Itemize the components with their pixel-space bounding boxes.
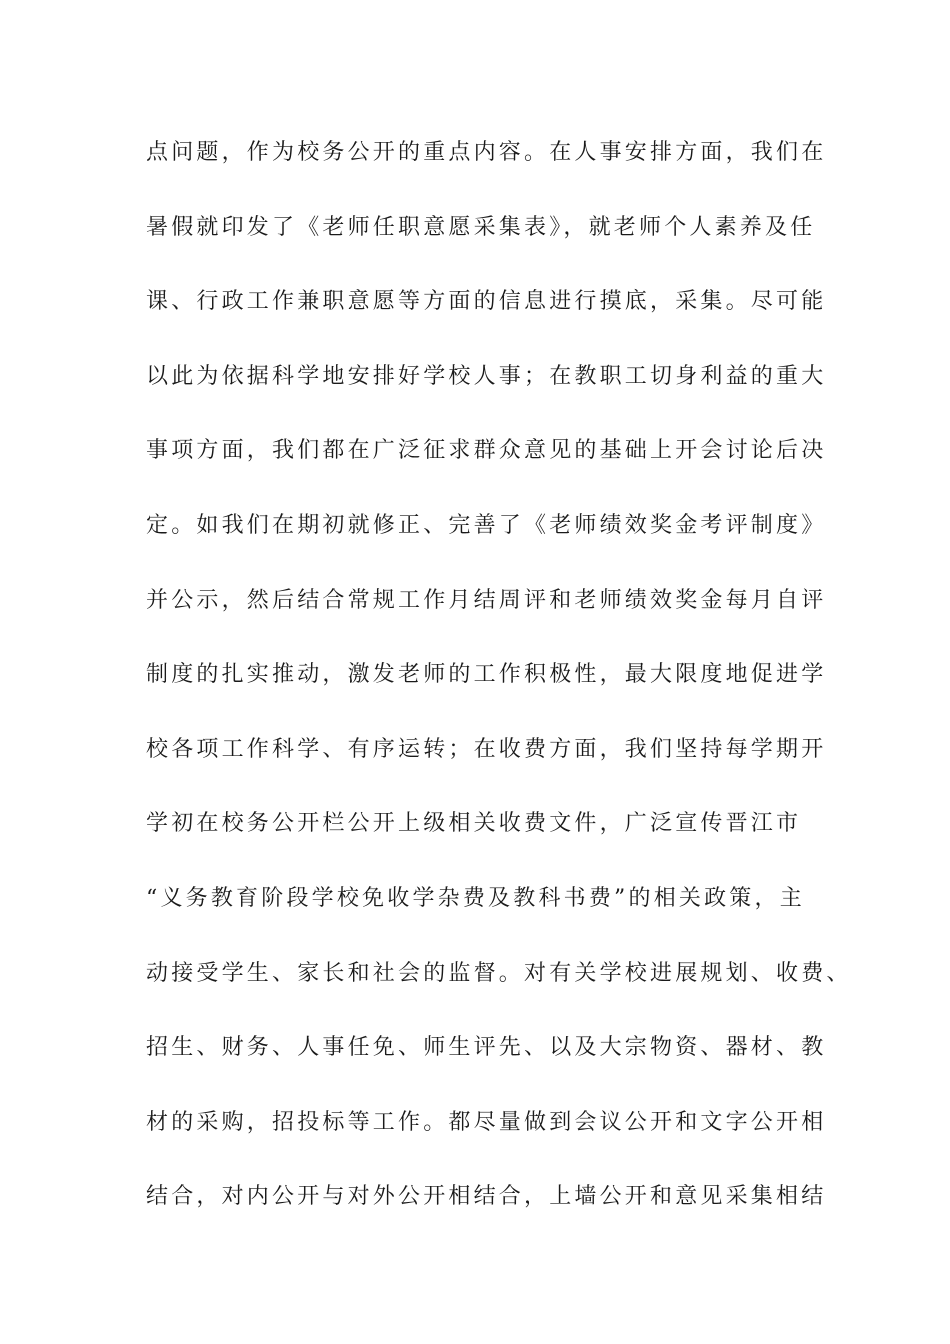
text-line: 结合，对内公开与对外公开相结合，上墙公开和意见采集相结 (146, 1184, 827, 1210)
text-line: 以此为依据科学地安排好学校人事；在教职工切身利益的重大 (146, 363, 827, 389)
text-line: 并公示，然后结合常规工作月结周评和老师绩效奖金每月自评 (146, 587, 827, 613)
text-line: 材的采购，招投标等工作。都尽量做到会议公开和文字公开相 (146, 1109, 827, 1135)
text-line: 事项方面，我们都在广泛征求群众意见的基础上开会讨论后决 (146, 438, 827, 464)
text-line: 课、行政工作兼职意愿等方面的信息进行摸底，采集。尽可能 (146, 289, 827, 315)
text-line: 点问题，作为校务公开的重点内容。在人事安排方面，我们在 (146, 140, 827, 165)
text-line: 招生、财务、人事任免、师生评先、以及大宗物资、器材、教 (146, 1035, 827, 1061)
text-line: “义务教育阶段学校免收学杂费及教科书费”的相关政策，主 (146, 885, 805, 911)
text-line: 校各项工作科学、有序运转；在收费方面，我们坚持每学期开 (146, 736, 827, 762)
text-line: 暑假就印发了《老师任职意愿采集表》，就老师个人素养及任 (146, 214, 816, 240)
text-line: 动接受学生、家长和社会的监督。对有关学校进展规划、收费、 (146, 960, 852, 986)
body-text (146, 133, 852, 1252)
text-line: 学初在校务公开栏公开上级相关收费文件，广泛宣传晋江市 (146, 811, 802, 837)
text-line: 制度的扎实推动，激发老师的工作积极性，最大限度地促进学 (146, 662, 827, 688)
text-line: 定。如我们在期初就修正、完善了《老师绩效奖金考评制度》 (146, 512, 827, 538)
